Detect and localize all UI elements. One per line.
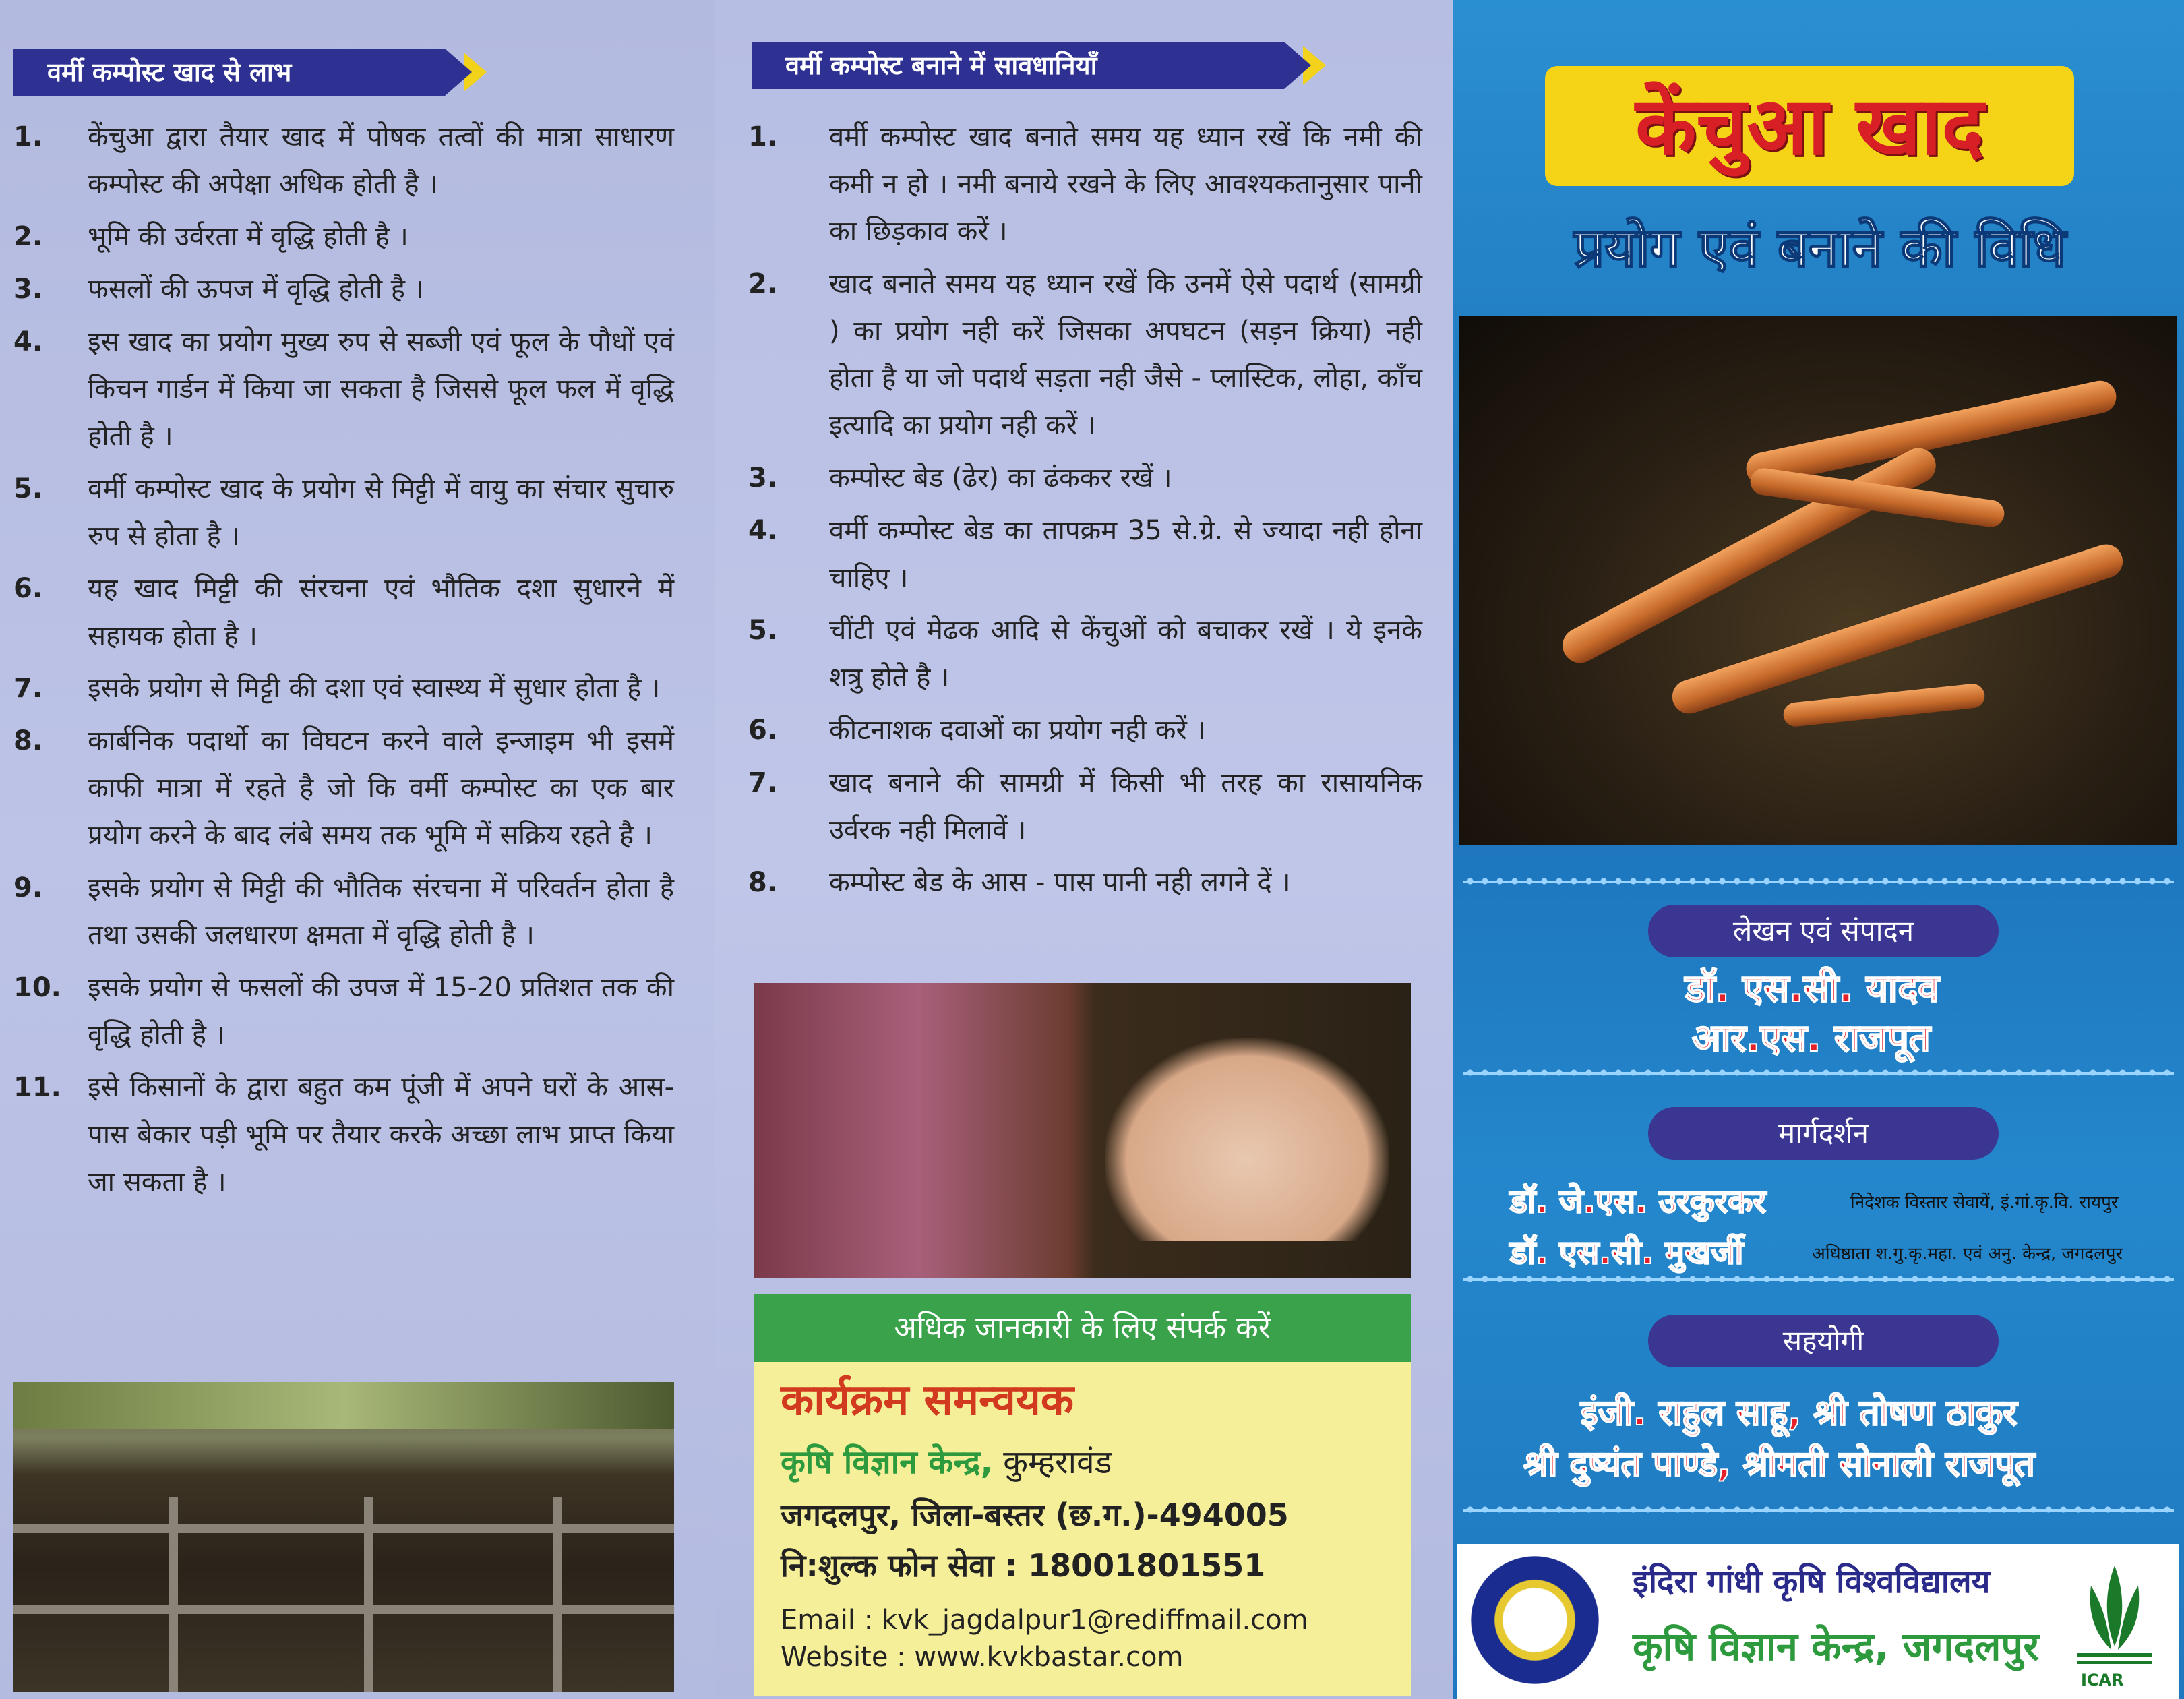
benefit-item-text: इसे किसानों के द्वारा बहुत कम पूंजी में अपने घरों के आस-पास बेकार पड़ी भूमि पर तैयार करके अच्छा लाभ प्राप्त किया जा सकता है । xyxy=(88,1072,674,1197)
benefit-item xyxy=(13,964,674,1059)
vermicompost-beds-photo xyxy=(13,1382,674,1692)
benefit-item xyxy=(13,318,674,460)
benefit-item-number: 2. xyxy=(13,221,43,252)
precaution-item xyxy=(748,260,1422,449)
benefit-item-number: 3. xyxy=(13,274,43,305)
worm-shape xyxy=(1782,682,1986,727)
banner-arrow-icon xyxy=(445,49,472,96)
bed-wall xyxy=(553,1497,562,1692)
benefits-list xyxy=(13,113,674,1211)
precaution-item-number: 3. xyxy=(748,463,778,494)
support-label: सहयोगी xyxy=(1648,1315,1999,1367)
guide-name: डॉ. जे.एस. उरकुरकर xyxy=(1510,1183,1766,1220)
benefit-item xyxy=(13,665,674,712)
precaution-item-number: 4. xyxy=(748,515,778,546)
support-line: श्री दुष्यंत पाण्डे, श्रीमती सोनाली राजपूत xyxy=(1523,1444,2035,1485)
banner-arrow-icon xyxy=(1284,42,1311,89)
cover-title: केंचुआ खाद xyxy=(1635,80,1984,173)
precaution-item-number: 7. xyxy=(748,767,778,798)
benefit-item-number: 7. xyxy=(13,673,43,704)
benefit-item-text: भूमि की उर्वरता में वृद्धि होती है । xyxy=(88,221,408,252)
benefit-item-text: इसके प्रयोग से फसलों की उपज में 15-20 प्रतिशत तक की वृद्धि होती है । xyxy=(88,972,674,1050)
benefit-item-number: 5. xyxy=(13,473,43,504)
benefit-item-text: इसके प्रयोग से मिट्टी की दशा एवं स्वास्थ्य में सुधार होता है । xyxy=(88,673,661,704)
authors-label: लेखन एवं संपादन xyxy=(1648,905,1999,957)
support-line: इंजी. राहुल साहू, श्री तोषण ठाकुर xyxy=(1581,1393,2018,1433)
precaution-item-number: 5. xyxy=(748,615,778,646)
precaution-item xyxy=(748,507,1422,601)
guide-role: निदेशक विस्तार सेवायें, इं.गां.कृ.वि. रायपुर xyxy=(1850,1193,2119,1213)
author-name: डॉ. एस.सी. यादव xyxy=(1685,967,1939,1011)
contact-title: कार्यक्रम समन्वयक xyxy=(781,1375,1074,1425)
precaution-item xyxy=(748,454,1422,502)
guide-name: डॉ. एस.सी. मुखर्जी xyxy=(1510,1234,1744,1272)
precaution-item-text: चींटी एवं मेढक आदि से केंचुओं को बचाकर रखें । ये इनके शत्रु होते है । xyxy=(829,615,1422,693)
bed-wall xyxy=(169,1497,178,1692)
precaution-item-number: 2. xyxy=(748,268,778,299)
benefit-item-text: फसलों की ऊपज में वृद्धि होती है । xyxy=(88,274,424,305)
benefit-item-number: 11. xyxy=(13,1072,61,1103)
benefits-heading-text: वर्मी कम्पोस्ट खाद से लाभ xyxy=(47,57,292,87)
shed-roof xyxy=(13,1382,674,1429)
contact-org: कृषि विज्ञान केन्द्र, xyxy=(781,1443,993,1481)
precaution-item-number: 6. xyxy=(748,715,778,746)
university-name: इंदिरा गांधी कृषि विश्वविद्यालय xyxy=(1633,1563,1991,1601)
contact-website: Website : www.kvkbastar.com xyxy=(781,1642,1184,1673)
divider-dots xyxy=(1463,1069,2174,1076)
contact-place: कुम्हरावंड xyxy=(1003,1443,1112,1481)
kvk-name: कृषि विज्ञान केन्द्र, जगदलपुर xyxy=(1633,1623,2040,1669)
precaution-item xyxy=(748,859,1422,906)
icar-logo xyxy=(2064,1552,2165,1690)
benefit-item-text: केंचुआ द्वारा तैयार खाद में पोषक तत्वों की मात्रा साधारण कम्पोस्ट की अपेक्षा अधिक होती है । xyxy=(88,121,674,200)
divider-dots xyxy=(1463,1506,2174,1513)
bed-wall xyxy=(13,1524,674,1533)
contact-address: जगदलपुर, जिला-बस्तर (छ.ग.)-494005 xyxy=(781,1497,1289,1533)
benefit-item-text: इस खाद का प्रयोग मुख्य रुप से सब्जी एवं फूल के पौधों एवं किचन गार्डन में किया जा सकता है जिससे फूल फल में वृद्धि होती है । xyxy=(88,326,674,452)
benefit-item-number: 9. xyxy=(13,872,43,903)
benefit-item-number: 6. xyxy=(13,573,43,604)
precaution-item-text: कम्पोस्ट बेड (ढेर) का ढंककर रखें । xyxy=(829,463,1172,494)
contact-heading: अधिक जानकारी के लिए संपर्क करें xyxy=(754,1294,1411,1362)
benefit-item-number: 10. xyxy=(13,972,61,1003)
precaution-item-text: खाद बनाने की सामग्री में किसी भी तरह का रासायनिक उर्वरक नही मिलावें । xyxy=(829,767,1422,845)
earthworms-photo xyxy=(1459,316,2177,845)
precaution-item xyxy=(748,113,1422,255)
guide-role: अधिष्ठाता श.गु.कृ.महा. एवं अनु. केन्द्र, जगदलपुर xyxy=(1812,1244,2123,1264)
hand-holding-compost xyxy=(1105,1038,1389,1241)
benefit-item xyxy=(13,864,674,959)
benefit-item-number: 8. xyxy=(13,725,43,756)
precautions-heading xyxy=(752,42,1284,89)
benefit-item-text: यह खाद मिट्टी की संरचना एवं भौतिक दशा सुधारने में सहायक होता है । xyxy=(88,573,674,651)
benefit-item-text: वर्मी कम्पोस्ट खाद के प्रयोग से मिट्टी में वायु का संचार सुचारु रुप से होता है । xyxy=(88,473,674,552)
benefit-item-number: 4. xyxy=(13,326,43,357)
precaution-item-number: 1. xyxy=(748,121,778,152)
benefit-item-text: इसके प्रयोग से मिट्टी की भौतिक संरचना में परिवर्तन होता है तथा उसकी जलधारण क्षमता में वृद्धि होती है । xyxy=(88,872,674,951)
precaution-item xyxy=(748,759,1422,854)
university-logo xyxy=(1471,1556,1599,1684)
benefit-item xyxy=(13,113,674,208)
precaution-item xyxy=(748,607,1422,701)
benefit-item xyxy=(13,565,674,659)
precautions-list xyxy=(748,113,1422,912)
precaution-item-number: 8. xyxy=(748,867,778,898)
benefit-item xyxy=(13,465,674,560)
benefit-item xyxy=(13,717,674,859)
precautions-heading-text: वर्मी कम्पोस्ट बनाने में सावधानियाँ xyxy=(785,51,1097,80)
precaution-item-text: वर्मी कम्पोस्ट बेड का तापक्रम 35 से.ग्रे. से ज्यादा नही होना चाहिए । xyxy=(829,515,1422,593)
divider-dots xyxy=(1463,1276,2174,1282)
footer-logos xyxy=(1457,1544,2179,1699)
benefit-item-number: 1. xyxy=(13,121,43,152)
contact-box xyxy=(754,1294,1411,1696)
precaution-item-text: वर्मी कम्पोस्ट खाद बनाते समय यह ध्यान रखें कि नमी की कमी न हो । नमी बनाये रखने के लिए आवश्यकतानुसार पानी का छिड़काव करें । xyxy=(829,121,1422,247)
bed-wall xyxy=(13,1605,674,1614)
precaution-item xyxy=(748,707,1422,754)
precaution-item-text: कीटनाशक दवाओं का प्रयोग नही करें । xyxy=(829,715,1206,746)
precaution-item-text: कम्पोस्ट बेड के आस - पास पानी नही लगने दें । xyxy=(829,867,1291,898)
benefits-heading xyxy=(13,49,445,96)
benefit-item xyxy=(13,1064,674,1205)
divider-dots xyxy=(1463,878,2174,885)
contact-email: Email : kvk_jagdalpur1@rediffmail.com xyxy=(781,1605,1308,1636)
benefit-item xyxy=(13,213,674,260)
cover-subtitle: प्रयोग एवं बनाने की विधि xyxy=(1573,216,2067,279)
benefit-item xyxy=(13,266,674,313)
cover-title-box xyxy=(1545,66,2074,186)
contact-phone: नि:शुल्क फोन सेवा : 18001801551 xyxy=(781,1547,1266,1584)
contact-org-line xyxy=(781,1439,1112,1483)
precaution-item-text: खाद बनाते समय यह ध्यान रखें कि उनमें ऐसे पदार्थ (सामग्री ) का प्रयोग नही करें जिसका अपघटन (सड़न क्रिया) नही होता है या जो पदार्थ सड़ता नही जैसे - प्लास्टिक, लोहा, काँच इत्यादि का प्रयोग नही करें । xyxy=(829,268,1422,441)
author-name: आर.एस. राजपूत xyxy=(1692,1017,1931,1061)
bed-wall xyxy=(364,1497,373,1692)
benefit-item-text: कार्बनिक पदार्थो का विघटन करने वाले इन्जाइम भी इसमें काफी मात्रा में रहते है जो कि वर्मी कम्पोस्ट का एक बार प्रयोग करने के बाद लंबे समय तक भूमि में सक्रिय रहते है । xyxy=(88,725,674,851)
icar-label: ICAR xyxy=(2081,1671,2124,1690)
guidance-label: मार्गदर्शन xyxy=(1648,1107,1999,1160)
